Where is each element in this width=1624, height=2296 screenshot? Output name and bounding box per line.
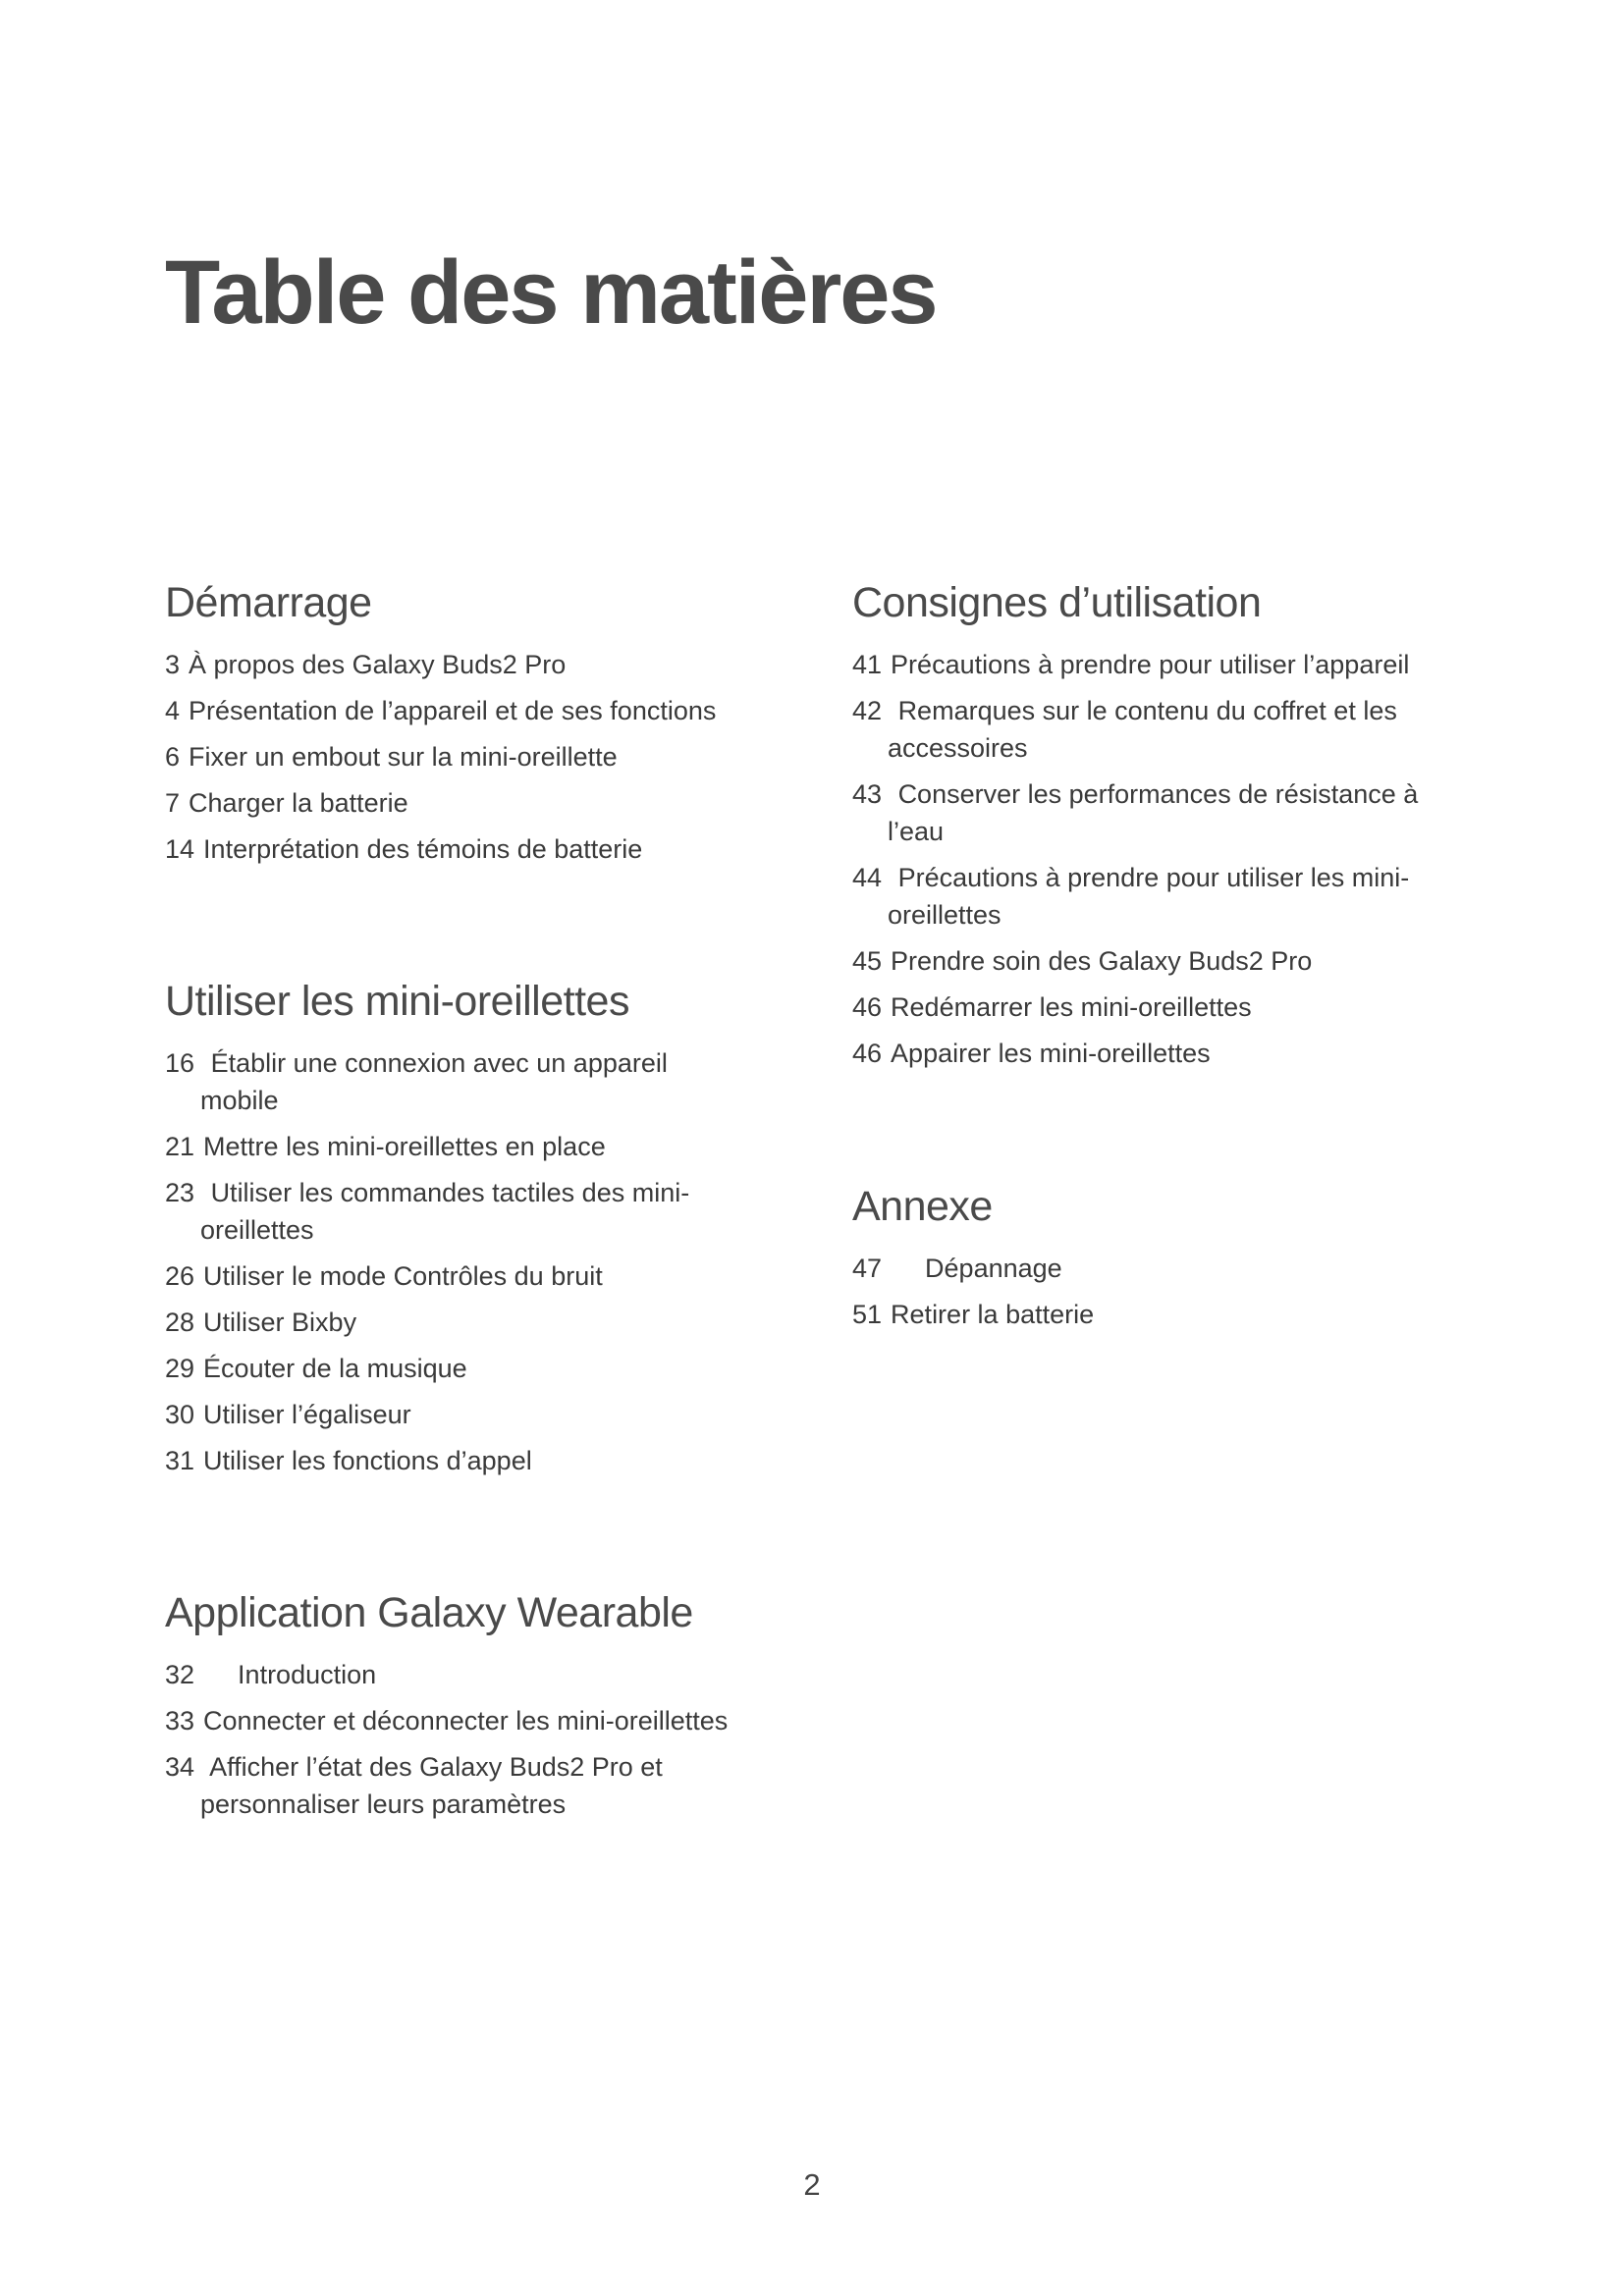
toc-page-number: 33: [165, 1706, 195, 1735]
toc-entry[interactable]: [165, 692, 793, 729]
page-number: 2: [803, 2167, 821, 2202]
toc-page-number: 23: [165, 1178, 195, 1207]
toc-entry-title: Connecter et déconnecter les mini-oreillettes: [203, 1706, 729, 1735]
toc-entry-title: Introduction: [238, 1660, 377, 1689]
toc-page-number: 46: [852, 992, 883, 1022]
toc-entry[interactable]: [165, 1656, 793, 1693]
toc-entry-title: Fixer un embout sur la mini-oreillette: [189, 742, 618, 772]
toc-entry[interactable]: [852, 942, 1481, 980]
toc-entry-title: À propos des Galaxy Buds2 Pro: [189, 650, 567, 679]
toc-page-number: 44: [852, 863, 883, 892]
toc-entry[interactable]: [165, 1044, 793, 1119]
toc-page-number: 3: [165, 650, 181, 679]
toc-page-number: 21: [165, 1132, 195, 1161]
toc-entry[interactable]: [852, 1296, 1481, 1333]
toc-page-number: 42: [852, 696, 883, 725]
toc-entry-title: Utiliser Bixby: [203, 1308, 357, 1337]
toc-entry[interactable]: [165, 830, 793, 868]
toc-entry-title: Interprétation des témoins de batterie: [203, 834, 643, 864]
toc-entry[interactable]: [165, 646, 793, 683]
toc-page-number: 45: [852, 946, 883, 976]
toc-page-number: 41: [852, 650, 883, 679]
toc-entry[interactable]: [852, 775, 1481, 850]
toc-entry[interactable]: [165, 1174, 793, 1249]
section-heading: Démarrage: [165, 579, 372, 626]
toc-entry-title: Précautions à prendre pour utiliser l’appareil: [891, 650, 1410, 679]
page-title: Table des matières: [165, 242, 937, 343]
toc-entry-title: Prendre soin des Galaxy Buds2 Pro: [891, 946, 1313, 976]
toc-entry[interactable]: [852, 859, 1481, 934]
toc-entry-title: Redémarrer les mini-oreillettes: [891, 992, 1252, 1022]
toc-entry[interactable]: [852, 646, 1481, 683]
toc-entry-title: Mettre les mini-oreillettes en place: [203, 1132, 606, 1161]
toc-entry[interactable]: [165, 1748, 793, 1823]
section-demarrage: [165, 579, 793, 877]
toc-entry-title: Établir une connexion avec un appareil mobile: [200, 1048, 668, 1115]
section-application: [165, 1589, 793, 1832]
toc-entry-title: Présentation de l’appareil et de ses fonctions: [189, 696, 717, 725]
toc-entry-title: Utiliser les commandes tactiles des mini-oreillettes: [200, 1178, 690, 1245]
toc-entry[interactable]: [852, 1250, 1481, 1287]
section-utiliser: [165, 978, 793, 1488]
toc-entry-title: Précautions à prendre pour utiliser les mini-oreillettes: [888, 863, 1410, 930]
toc-page-number: 32: [165, 1660, 195, 1689]
toc-entry[interactable]: [852, 988, 1481, 1026]
toc-page-number: 30: [165, 1400, 195, 1429]
toc-page-number: 51: [852, 1300, 883, 1329]
toc-entry-title: Retirer la batterie: [891, 1300, 1095, 1329]
toc-entry-title: Utiliser le mode Contrôles du bruit: [203, 1261, 603, 1291]
section-heading: Annexe: [852, 1183, 993, 1230]
section-heading: Utiliser les mini-oreillettes: [165, 978, 629, 1025]
toc-entry[interactable]: [165, 1257, 793, 1295]
toc-entry-title: Afficher l’état des Galaxy Buds2 Pro et personnaliser leurs paramètres: [200, 1752, 663, 1819]
toc-entry[interactable]: [165, 1128, 793, 1165]
toc-entry-title: Utiliser les fonctions d’appel: [203, 1446, 532, 1475]
toc-entry[interactable]: [165, 784, 793, 822]
toc-entry[interactable]: [165, 1702, 793, 1739]
toc-page-number: 28: [165, 1308, 195, 1337]
toc-page-number: 31: [165, 1446, 195, 1475]
toc-page-number: 43: [852, 779, 883, 809]
toc-entry[interactable]: [165, 1442, 793, 1479]
toc-entry-title: Remarques sur le contenu du coffret et les accessoires: [888, 696, 1397, 763]
toc-entry[interactable]: [852, 692, 1481, 767]
toc-page-number: 47: [852, 1254, 883, 1283]
toc-entry[interactable]: [165, 738, 793, 775]
toc-entry-title: Utiliser l’égaliseur: [203, 1400, 411, 1429]
toc-entry-title: Dépannage: [925, 1254, 1062, 1283]
toc-entry[interactable]: [852, 1035, 1481, 1072]
section-consignes: [852, 579, 1481, 1081]
toc-page-number: 6: [165, 742, 181, 772]
toc-page-number: 29: [165, 1354, 195, 1383]
toc-page-number: 7: [165, 788, 181, 818]
toc-entry-title: Appairer les mini-oreillettes: [891, 1039, 1211, 1068]
section-heading: Consignes d’utilisation: [852, 579, 1262, 626]
section-heading: Application Galaxy Wearable: [165, 1589, 693, 1636]
toc-entry[interactable]: [165, 1350, 793, 1387]
toc-page-number: 4: [165, 696, 181, 725]
toc-entry[interactable]: [165, 1304, 793, 1341]
toc-page-number: 34: [165, 1752, 195, 1782]
toc-page-number: 16: [165, 1048, 195, 1078]
toc-page-number: 14: [165, 834, 195, 864]
section-annexe: [852, 1183, 1481, 1342]
toc-entry[interactable]: [165, 1396, 793, 1433]
toc-page-number: 26: [165, 1261, 195, 1291]
toc-entry-title: Écouter de la musique: [203, 1354, 467, 1383]
toc-entry-title: Conserver les performances de résistance à l’eau: [888, 779, 1419, 846]
toc-page-number: 46: [852, 1039, 883, 1068]
toc-entry-title: Charger la batterie: [189, 788, 408, 818]
